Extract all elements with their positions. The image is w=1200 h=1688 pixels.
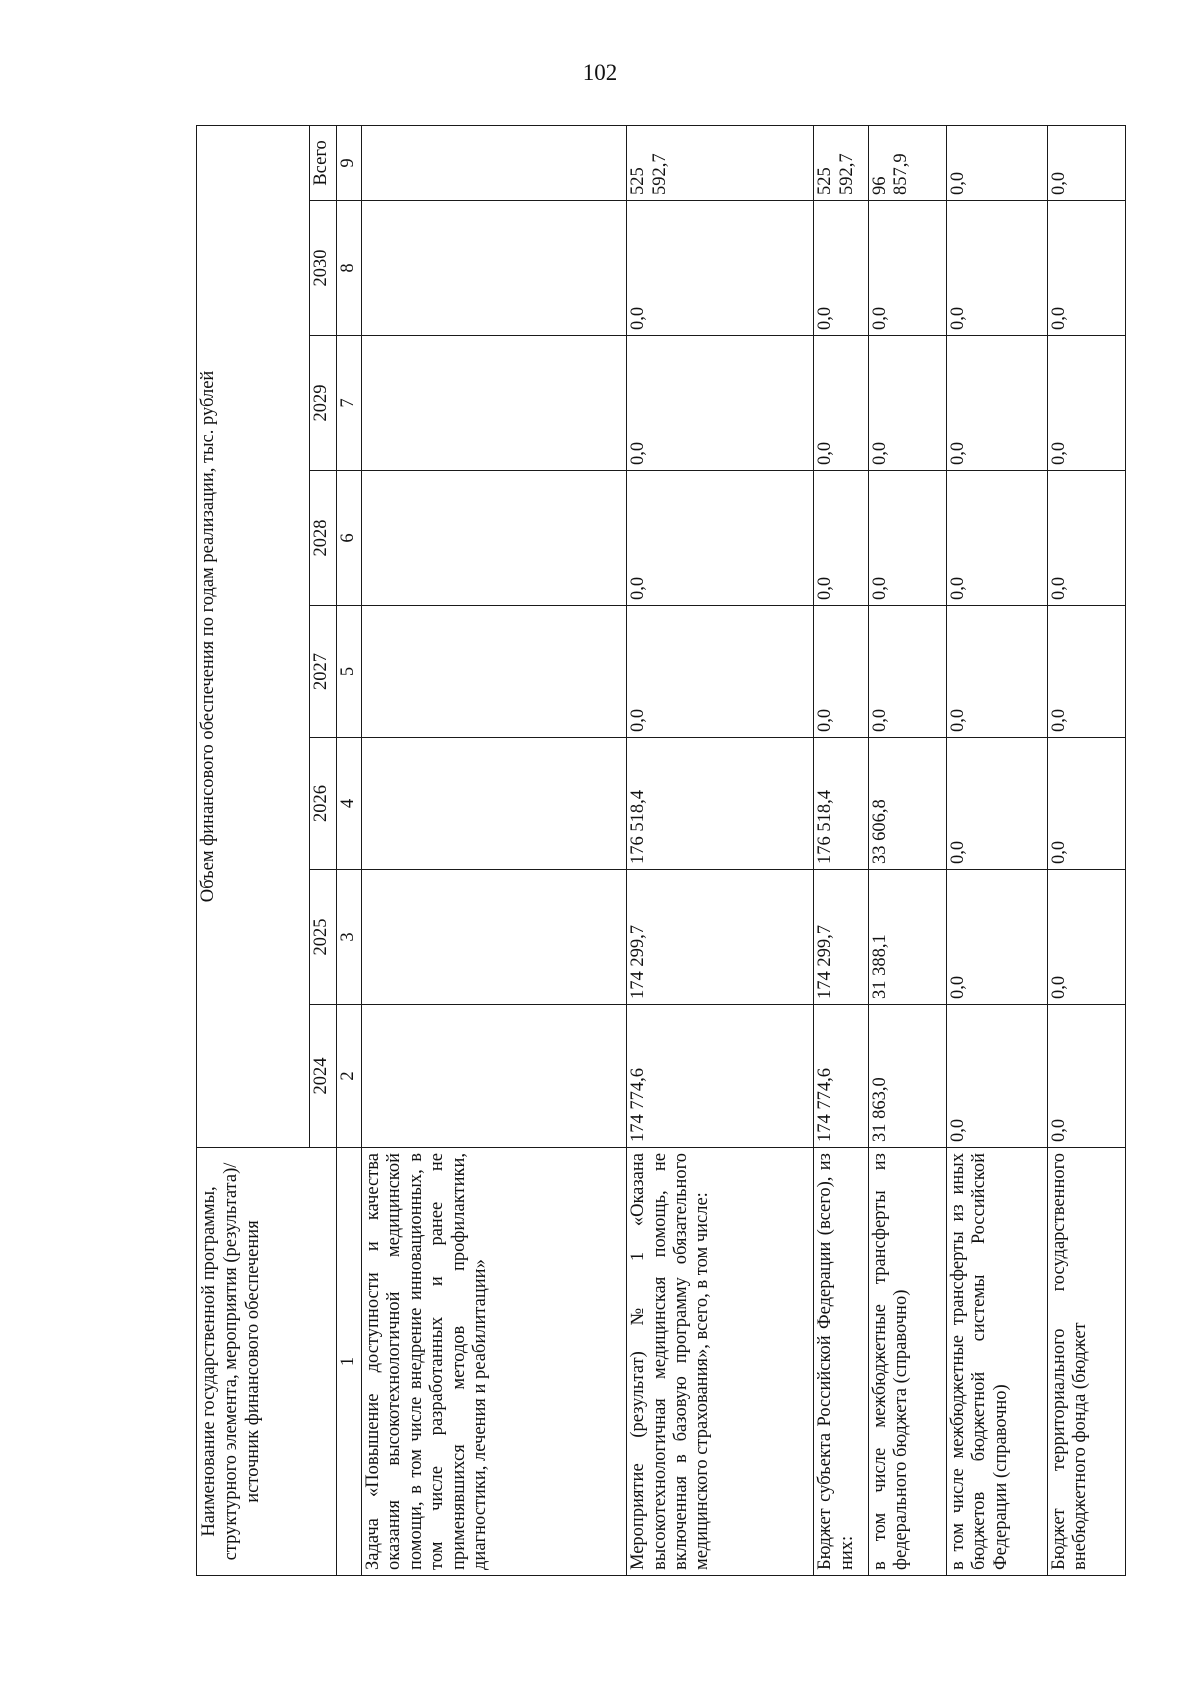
column-number: 5 xyxy=(337,606,362,738)
header-year: 2027 xyxy=(310,606,337,738)
row-label: Бюджет территориального государственного внебюджетного фонда (бюджет xyxy=(1048,1148,1126,1576)
row-value: 0,0 xyxy=(946,125,1047,200)
table-row xyxy=(362,125,627,1575)
row-value: 96 857,9 xyxy=(868,125,946,200)
row-value: 0,0 xyxy=(946,870,1047,1005)
row-value: 176 518,4 xyxy=(814,738,869,870)
row-value: 0,0 xyxy=(1048,125,1126,200)
row-value: 174 299,7 xyxy=(627,870,814,1005)
table-row xyxy=(627,125,814,1575)
header-year: 2028 xyxy=(310,471,337,606)
row-value: 0,0 xyxy=(1048,201,1126,336)
row-value: 0,0 xyxy=(1048,471,1126,606)
row-value: 0,0 xyxy=(868,336,946,471)
row-value xyxy=(362,336,627,471)
row-value: 0,0 xyxy=(946,738,1047,870)
row-value xyxy=(362,738,627,870)
column-number: 3 xyxy=(337,870,362,1005)
header-year: 2026 xyxy=(310,738,337,870)
row-value: 174 774,6 xyxy=(627,1005,814,1148)
row-value: 31 863,0 xyxy=(868,1005,946,1148)
row-value: 525 592,7 xyxy=(627,125,814,200)
row-value: 0,0 xyxy=(1048,870,1126,1005)
row-value: 0,0 xyxy=(868,606,946,738)
row-value xyxy=(362,606,627,738)
row-value: 174 774,6 xyxy=(814,1005,869,1148)
row-label: Бюджет субъекта Российской Федерации (всего), из них: xyxy=(814,1148,869,1576)
column-number: 7 xyxy=(337,336,362,471)
row-value xyxy=(362,201,627,336)
row-value: 0,0 xyxy=(946,336,1047,471)
row-value: 0,0 xyxy=(1048,336,1126,471)
column-number: 4 xyxy=(337,738,362,870)
row-value: 0,0 xyxy=(946,606,1047,738)
row-value: 0,0 xyxy=(627,336,814,471)
row-value: 33 606,8 xyxy=(868,738,946,870)
row-value: 0,0 xyxy=(868,201,946,336)
row-value: 0,0 xyxy=(868,471,946,606)
table-row xyxy=(946,125,1047,1575)
table-row xyxy=(1048,125,1126,1575)
row-label: Задача «Повышение доступности и качества оказания высокотехнологичной медицинской помощи, в том числе внедрение инновационных, в том числе разработанных и ранее не применявшихся методов профилактики, диагностики, лечения и реабилитации» xyxy=(362,1148,627,1576)
row-value xyxy=(362,1005,627,1148)
row-value: 174 299,7 xyxy=(814,870,869,1005)
header-year: 2029 xyxy=(310,336,337,471)
row-value xyxy=(362,125,627,200)
header-year: 2025 xyxy=(310,870,337,1005)
table-row xyxy=(868,125,946,1575)
row-label: в том числе межбюджетные трансферты из иных бюджетов бюджетной системы Российской Федерации (справочно) xyxy=(946,1148,1047,1576)
row-value: 0,0 xyxy=(814,201,869,336)
column-number: 1 xyxy=(337,1148,362,1576)
header-name: Наименование государственной программы, структурного элемента, мероприятия (результата)/источник финансового обеспечения xyxy=(197,1148,337,1576)
row-value: 0,0 xyxy=(627,201,814,336)
rotated-table-container xyxy=(196,126,1126,1576)
column-number: 8 xyxy=(337,201,362,336)
row-label: в том числе межбюджетные трансферты из федерального бюджета (справочно) xyxy=(868,1148,946,1576)
header-group: Объем финансового обеспечения по годам реализации, тыс. рублей xyxy=(197,125,310,1147)
financing-table xyxy=(196,125,1126,1576)
row-value: 31 388,1 xyxy=(868,870,946,1005)
row-value: 0,0 xyxy=(1048,738,1126,870)
row-label: Мероприятие (результат) № 1 «Оказана высокотехнологичная медицинская помощь, не включенная в базовую программу обязательного медицинского страхования», всего, в том числе: xyxy=(627,1148,814,1576)
column-number-row xyxy=(337,125,362,1575)
column-number: 9 xyxy=(337,125,362,200)
row-value: 525 592,7 xyxy=(814,125,869,200)
row-value: 0,0 xyxy=(946,1005,1047,1148)
row-value: 0,0 xyxy=(946,201,1047,336)
row-value: 0,0 xyxy=(1048,1005,1126,1148)
column-number: 2 xyxy=(337,1005,362,1148)
row-value xyxy=(362,870,627,1005)
row-value: 176 518,4 xyxy=(627,738,814,870)
header-year: 2030 xyxy=(310,201,337,336)
row-value: 0,0 xyxy=(946,471,1047,606)
row-value: 0,0 xyxy=(1048,606,1126,738)
header-total: Всего xyxy=(310,125,337,200)
column-number: 6 xyxy=(337,471,362,606)
header-year: 2024 xyxy=(310,1005,337,1148)
row-value: 0,0 xyxy=(814,471,869,606)
row-value: 0,0 xyxy=(814,606,869,738)
page-number: 102 xyxy=(582,60,618,85)
row-value: 0,0 xyxy=(627,471,814,606)
table-row xyxy=(814,125,869,1575)
row-value xyxy=(362,471,627,606)
row-value: 0,0 xyxy=(814,336,869,471)
row-value: 0,0 xyxy=(627,606,814,738)
